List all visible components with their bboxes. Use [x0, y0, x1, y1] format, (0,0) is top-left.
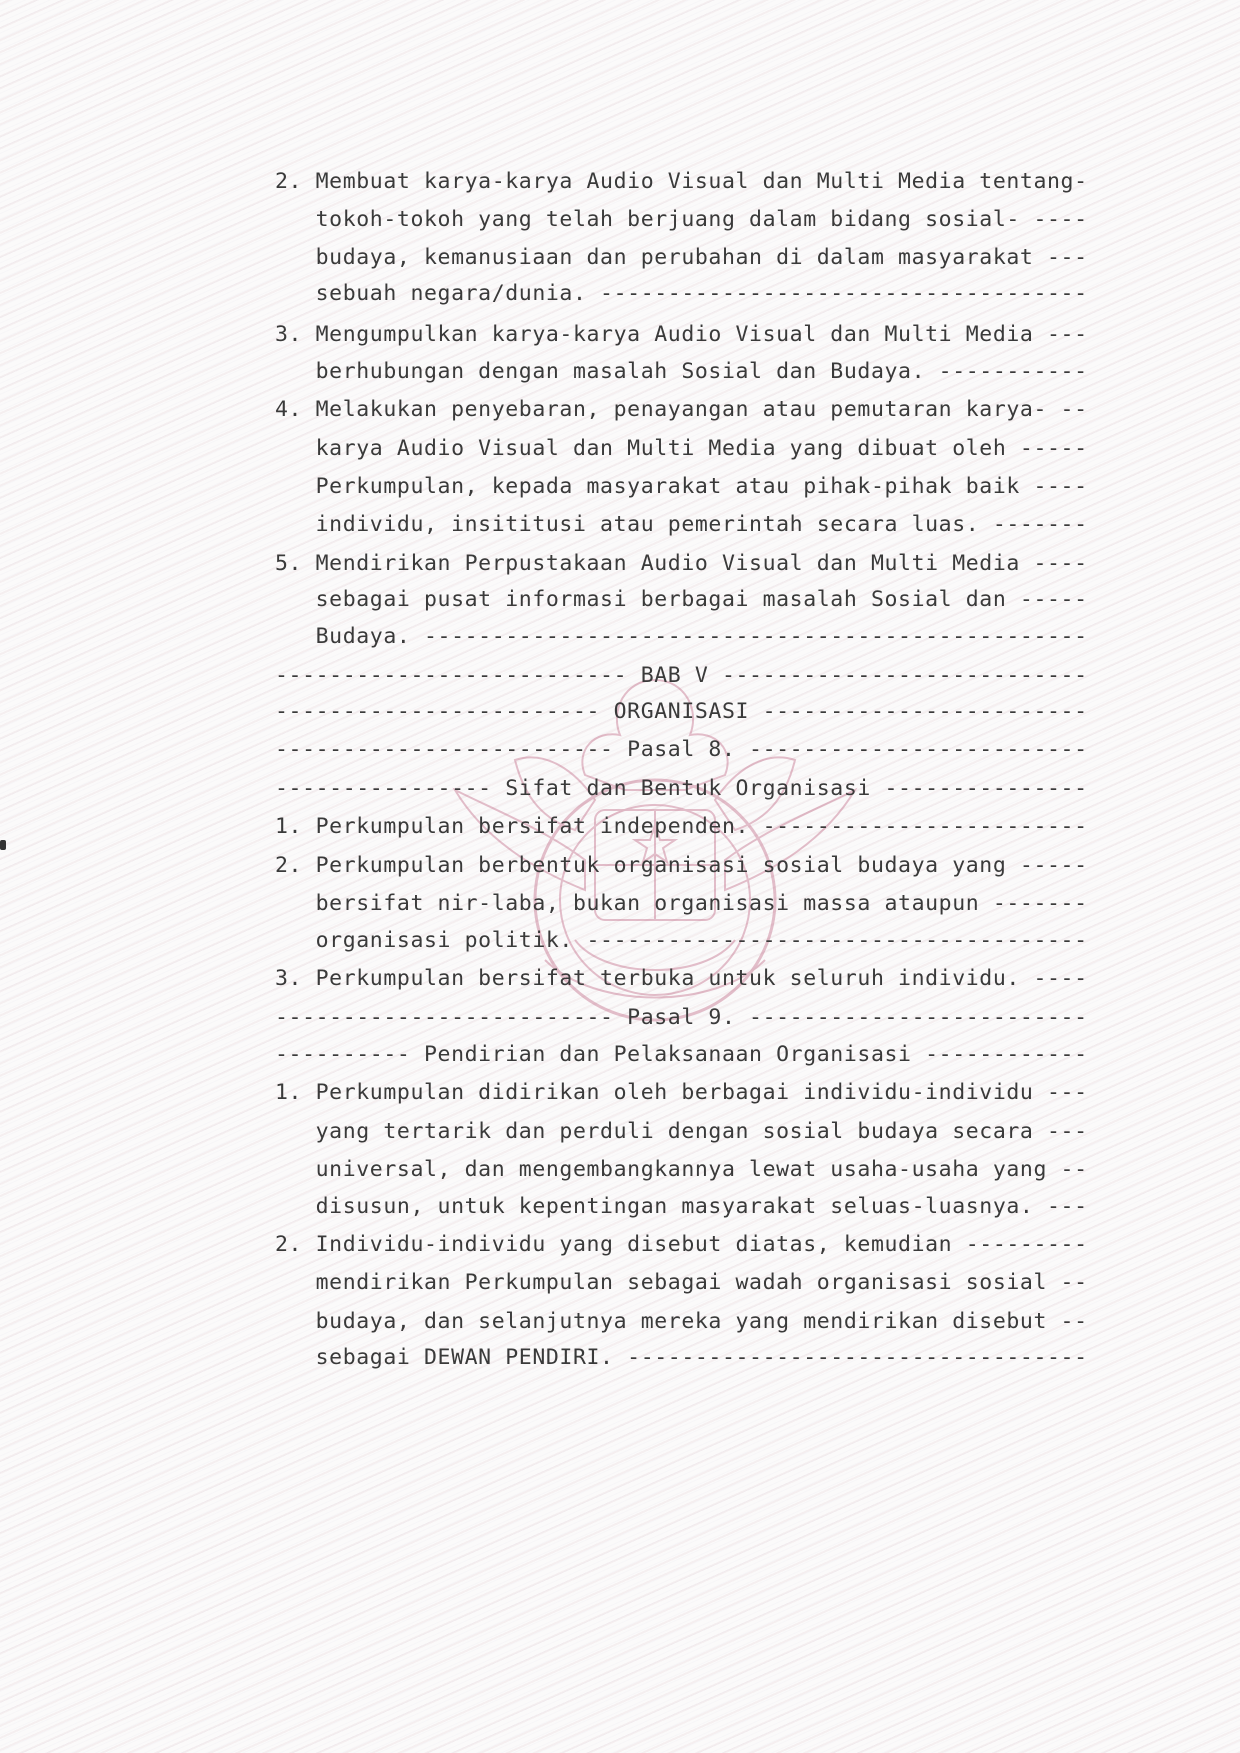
- text-line: 2. Individu-individu yang disebut diatas, kemudian ---------: [275, 1232, 1088, 1257]
- text-line: berhubungan dengan masalah Sosial dan Budaya. -----------: [275, 359, 1088, 384]
- text-line: mendirikan Perkumpulan sebagai wadah organisasi sosial --: [275, 1270, 1088, 1295]
- chapter-title: ------------------------ ORGANISASI ------------------------: [275, 699, 1088, 724]
- text-line: 1. Perkumpulan bersifat independen. ------------------------: [275, 814, 1088, 839]
- text-line: organisasi politik. -------------------------------------: [275, 928, 1088, 953]
- text-line: individu, insititusi atau pemerintah secara luas. -------: [275, 512, 1088, 537]
- text-line: sebagai pusat informasi berbagai masalah Sosial dan -----: [275, 587, 1088, 612]
- text-line: 3. Perkumpulan bersifat terbuka untuk seluruh individu. ----: [275, 966, 1088, 991]
- text-line: Budaya. -------------------------------------------------: [275, 624, 1088, 649]
- text-line: 2. Perkumpulan berbentuk organisasi sosial budaya yang -----: [275, 853, 1088, 878]
- text-line: 5. Mendirikan Perpustakaan Audio Visual dan Multi Media ----: [275, 551, 1088, 576]
- text-line: budaya, dan selanjutnya mereka yang mendirikan disebut --: [275, 1309, 1088, 1334]
- text-line: 1. Perkumpulan didirikan oleh berbagai individu-individu ---: [275, 1080, 1088, 1105]
- text-line: Perkumpulan, kepada masyarakat atau pihak-pihak baik ----: [275, 474, 1088, 499]
- article-heading: ------------------------- Pasal 8. -------------------------: [275, 737, 1088, 762]
- text-line: universal, dan mengembangkannya lewat usaha-usaha yang --: [275, 1157, 1088, 1182]
- text-line: 4. Melakukan penyebaran, penayangan atau pemutaran karya- --: [275, 397, 1088, 422]
- text-line: yang tertarik dan perduli dengan sosial budaya secara ---: [275, 1119, 1088, 1144]
- article-title: ---------- Pendirian dan Pelaksanaan Organisasi ------------: [275, 1042, 1088, 1067]
- article-title: ---------------- Sifat dan Bentuk Organisasi ---------------: [275, 776, 1088, 801]
- text-line: 2. Membuat karya-karya Audio Visual dan Multi Media tentang-: [275, 169, 1088, 194]
- text-line: disusun, untuk kepentingan masyarakat seluas-luasnya. ---: [275, 1194, 1088, 1219]
- article-heading: ------------------------- Pasal 9. -------------------------: [275, 1005, 1088, 1030]
- text-line: karya Audio Visual dan Multi Media yang dibuat oleh -----: [275, 436, 1088, 461]
- text-line: bersifat nir-laba, bukan organisasi massa ataupun -------: [275, 891, 1088, 916]
- punch-hole-mark: [0, 840, 6, 850]
- text-line: sebagai DEWAN PENDIRI. ----------------------------------: [275, 1345, 1088, 1370]
- text-line: 3. Mengumpulkan karya-karya Audio Visual dan Multi Media ---: [275, 322, 1088, 347]
- text-line: tokoh-tokoh yang telah berjuang dalam bidang sosial- ----: [275, 207, 1088, 232]
- text-line: budaya, kemanusiaan dan perubahan di dalam masyarakat ---: [275, 245, 1088, 270]
- text-line: sebuah negara/dunia. ------------------------------------: [275, 281, 1088, 306]
- chapter-heading: -------------------------- BAB V ---------------------------: [275, 663, 1088, 688]
